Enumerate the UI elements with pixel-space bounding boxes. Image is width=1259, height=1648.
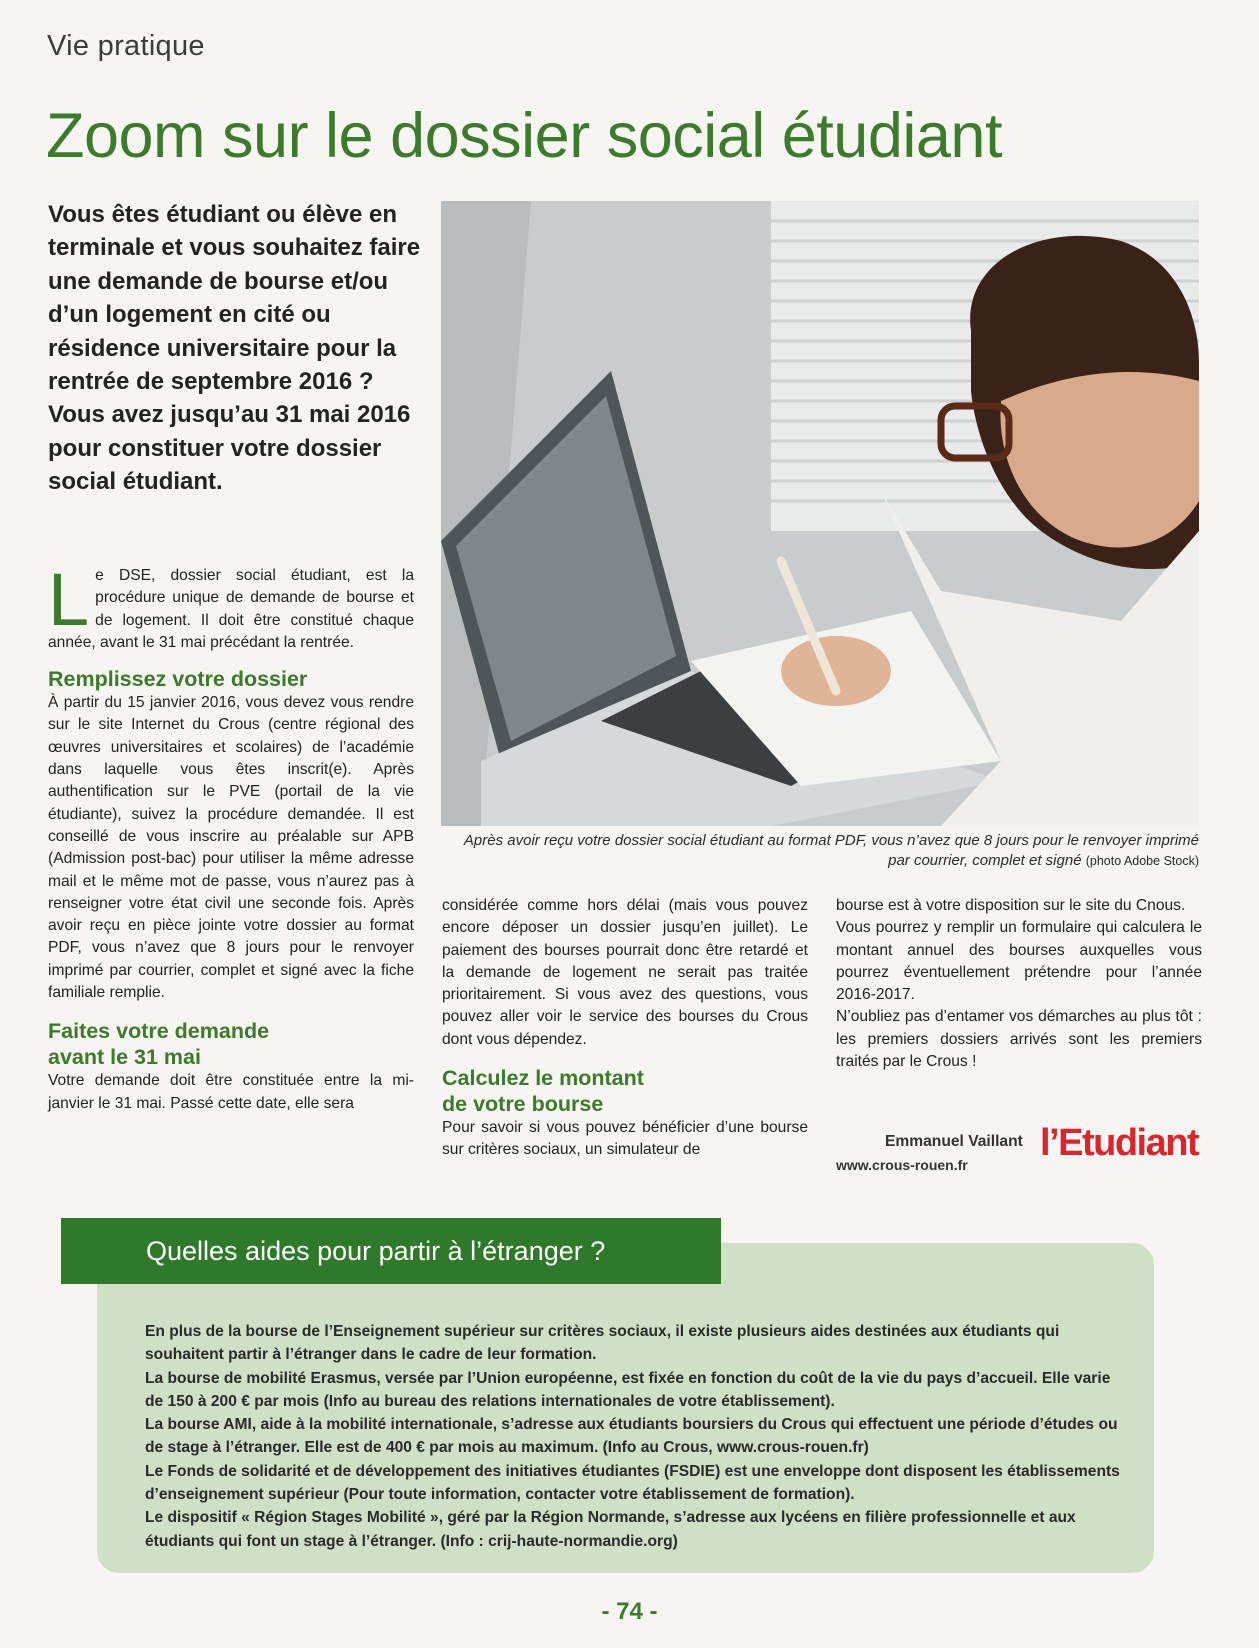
sidebar-box-title: Quelles aides pour partir à l’étranger ? (146, 1236, 606, 1266)
photo-caption (441, 831, 1199, 871)
paragraph-hors-delai: considérée comme hors délai (mais vous pouvez encore déposer un dossier jusqu’en juillet). Le paiement des bourses pourrait donc être retardé et la demande de logement ne serait pas traitée prioritairement. Si vous avez des questions, vous pouvez aller voir le service des bourses du Crous dont vous dépendez. (442, 897, 808, 1048)
source-website: www.crous-rouen.fr (836, 1157, 968, 1173)
subheading-remplissez: Remplissez votre dossier (48, 667, 308, 692)
article-photo (441, 201, 1199, 826)
box-line: Le dispositif « Région Stages Mobilité », géré par la Région Normande, s’adresse aux lycéens en filière professionnelle et aux étudiants qui font un stage à l’étranger. (Info : crij-haute-normandie.org) (145, 1509, 1076, 1550)
author-name: Emmanuel Vaillant (885, 1133, 1023, 1150)
box-line: Le Fonds de solidarité et de développement des initiatives étudiantes (FSDIE) est une enveloppe dont disposent les établissements d’enseignement supérieur (Pour toute information, contacter votre établissement de formation). (145, 1462, 1120, 1504)
section-label: Vie pratique (47, 30, 205, 62)
box-line: La bourse de mobilité Erasmus, versée par l’Union européenne, est fixée en fonction du coût de la vie du pays d’accueil. Elle varie de 150 à 200 € par mois (Info au bureau des relations internationales de votre établissement). (145, 1369, 1111, 1410)
paragraph-simulateur: bourse est à votre disposition sur le site du Cnous. (836, 897, 1186, 914)
subheading-faites-line-2: avant le 31 mai (48, 1045, 201, 1070)
subheading-calculez-line-1: Calculez le montant (442, 1066, 644, 1091)
caption-credit: (photo Adobe Stock) (1085, 853, 1199, 868)
paragraph-faites: Votre demande doit être constituée entre la mi-janvier le 31 mai. Passé cette date, elle sera (48, 1072, 414, 1112)
subheading-calculez-line-2: de votre bourse (442, 1092, 604, 1117)
article-title: Zoom sur le dossier social étudiant (46, 101, 1002, 171)
lead-paragraph (48, 558, 414, 654)
page-number: - 74 - (601, 1598, 658, 1625)
box-line: La bourse AMI, aide à la mobilité internationale, s’adresse aux étudiants boursiers du Crous qui effectuent une période d’études ou de stage à l’étranger. Elle est de 400 € par mois au maximum. (Info au Crous, www.crous-rouen.fr) (145, 1416, 1118, 1457)
paragraph-formulaire: Vous pourrez y remplir un formulaire qui calculera le montant annuel des bourses auxquelles vous pourrez éventuellement prétendre pour l’année 2016-2017. (836, 919, 1202, 1004)
paragraph-demarches: N’oubliez pas d’entamer vos démarches au plus tôt : les premiers dossiers arrivés sont les premiers traités par le Crous ! (836, 1008, 1202, 1071)
article-column-1 (48, 558, 414, 1115)
subheading-faites-line-1: Faites votre demande (48, 1019, 270, 1044)
paragraph-calculez: Pour savoir si vous pouvez bénéficier d’une bourse sur critères sociaux, un simulateur de (442, 1119, 808, 1159)
article-intro: Vous êtes étudiant ou élève en terminale et vous souhaitez faire une demande de bourse et/ou d’un logement en cité ou résidence universitaire pour la rentrée de septembre 2016 ? Vous avez jusqu’au 31 mai 2016 pour constituer votre dossier social étudiant. (48, 201, 421, 496)
box-line: En plus de la bourse de l’Enseignement supérieur sur critères sociaux, il existe plusieurs aides destinées aux étudiants qui souhaitent partir à l’étranger dans le cadre de leur formation. (145, 1323, 1060, 1364)
article-column-2 (442, 895, 808, 1162)
sidebar-box-text (145, 1320, 1120, 1553)
paragraph-remplissez: À partir du 15 janvier 2016, vous devez vous rendre sur le site Internet du Crous (centre régional des œuvres universitaires et scolaires) de l’académie dans laquelle vous êtes inscrit(e). Après authentification sur le PVE (portail de la vie étudiante), suivez la procédure demandée. Il est conseillé de vous inscrire au préalable sur APB (Admission post-bac) pour utiliser la même adresse mail et le même mot de passe, vous n’aurez pas à renseigner votre état civil une seconde fois. Après avoir reçu en pièce jointe votre dossier au format PDF, vous n’avez que 8 jours pour le renvoyer imprimé par courrier, complet et signé avec la fiche familiale remplie. (48, 694, 414, 1002)
letudiant-logo: l’Etudiant (1040, 1122, 1199, 1164)
photo-illustration (441, 201, 1199, 826)
drop-cap: L (48, 558, 90, 641)
caption-text: Après avoir reçu votre dossier social étudiant au format PDF, vous n’avez que 8 jours pour le renvoyer imprimé par courrier, complet et signé (463, 832, 1199, 869)
article-column-3 (836, 895, 1202, 1073)
lead-text: e DSE, dossier social étudiant, est la procédure unique de demande de bourse et de logement. Il doit être constitué chaque année, avant le 31 mai précédant la rentrée. (48, 567, 414, 651)
